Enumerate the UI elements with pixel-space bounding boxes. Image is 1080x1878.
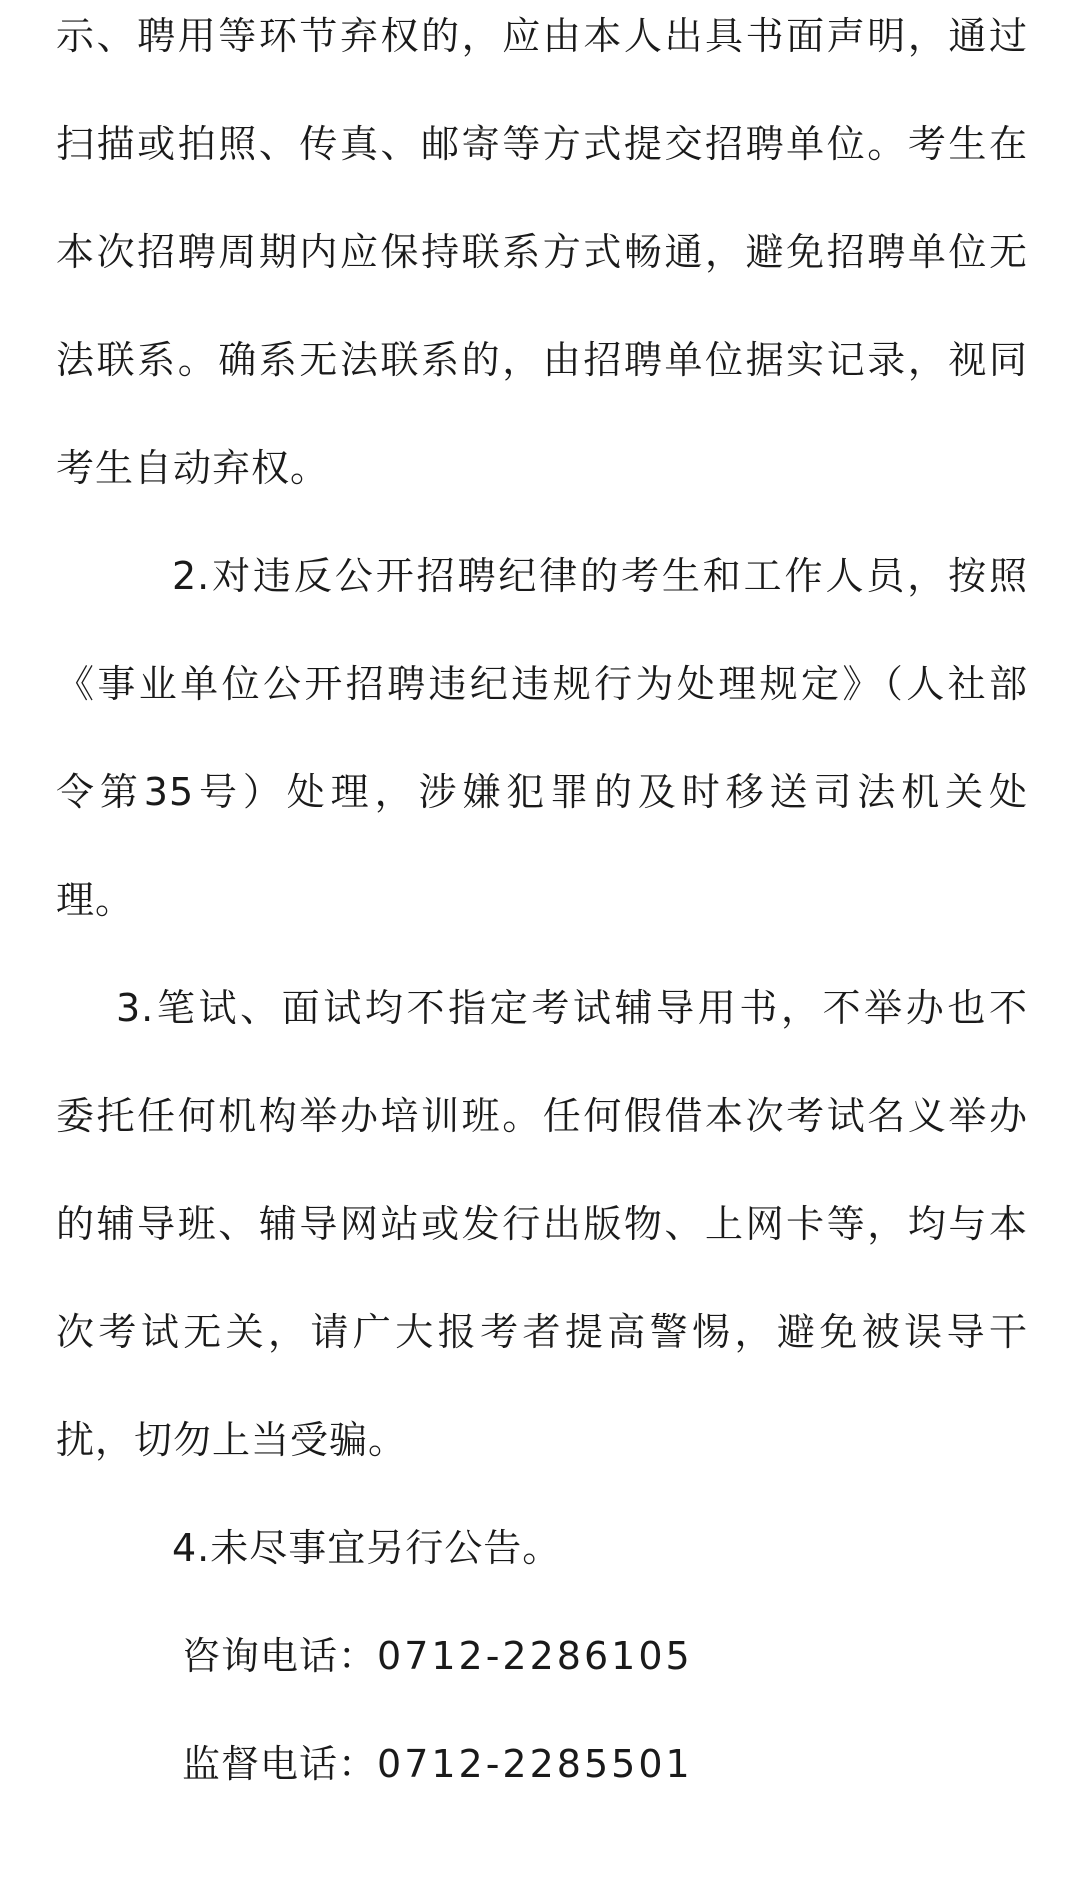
item-2-line: 《事业单位公开招聘违纪违规行为处理规定》（人社部 (56, 662, 1028, 706)
paragraph-line: 扫描或拍照、传真、邮寄等方式提交招聘单位。考生在 (56, 122, 1028, 166)
paragraph-line: 示、聘用等环节弃权的，应由本人出具书面声明，通过 (56, 14, 1028, 58)
consult-phone-row (182, 1626, 1028, 1686)
paragraph-line: 法联系。确系无法联系的，由招聘单位据实记录，视同 (56, 338, 1028, 382)
item-3-line: 次考试无关，请广大报考者提高警惕，避免被误导干 (56, 1310, 1028, 1354)
supervise-phone-number[interactable]: 0712-2285501 (377, 1742, 693, 1786)
consult-phone-number[interactable]: 0712-2286105 (377, 1634, 693, 1678)
item-3-line: 委托任何机构举办培训班。任何假借本次考试名义举办 (56, 1094, 1028, 1138)
item-4-line: 4.未尽事宜另行公告。 (172, 1526, 562, 1570)
paragraph-line: 本次招聘周期内应保持联系方式畅通，避免招聘单位无 (56, 230, 1028, 274)
item-2-line: 令第35号）处理，涉嫌犯罪的及时移送司法机关处 (56, 770, 1028, 814)
item-3-line: 扰，切勿上当受骗。 (56, 1418, 408, 1462)
item-2-line: 2.对违反公开招聘纪律的考生和工作人员，按照 (172, 554, 1028, 598)
paragraph-line: 考生自动弃权。 (56, 446, 330, 490)
consult-phone-label: 咨询电话： (182, 1634, 378, 1678)
supervise-phone-label: 监督电话： (182, 1742, 378, 1786)
item-3-line: 3.笔试、面试均不指定考试辅导用书，不举办也不 (116, 986, 1028, 1030)
supervise-phone-row (182, 1734, 1028, 1794)
item-2-line: 理。 (56, 878, 135, 922)
item-3-line: 的辅导班、辅导网站或发行出版物、上网卡等，均与本 (56, 1202, 1028, 1246)
